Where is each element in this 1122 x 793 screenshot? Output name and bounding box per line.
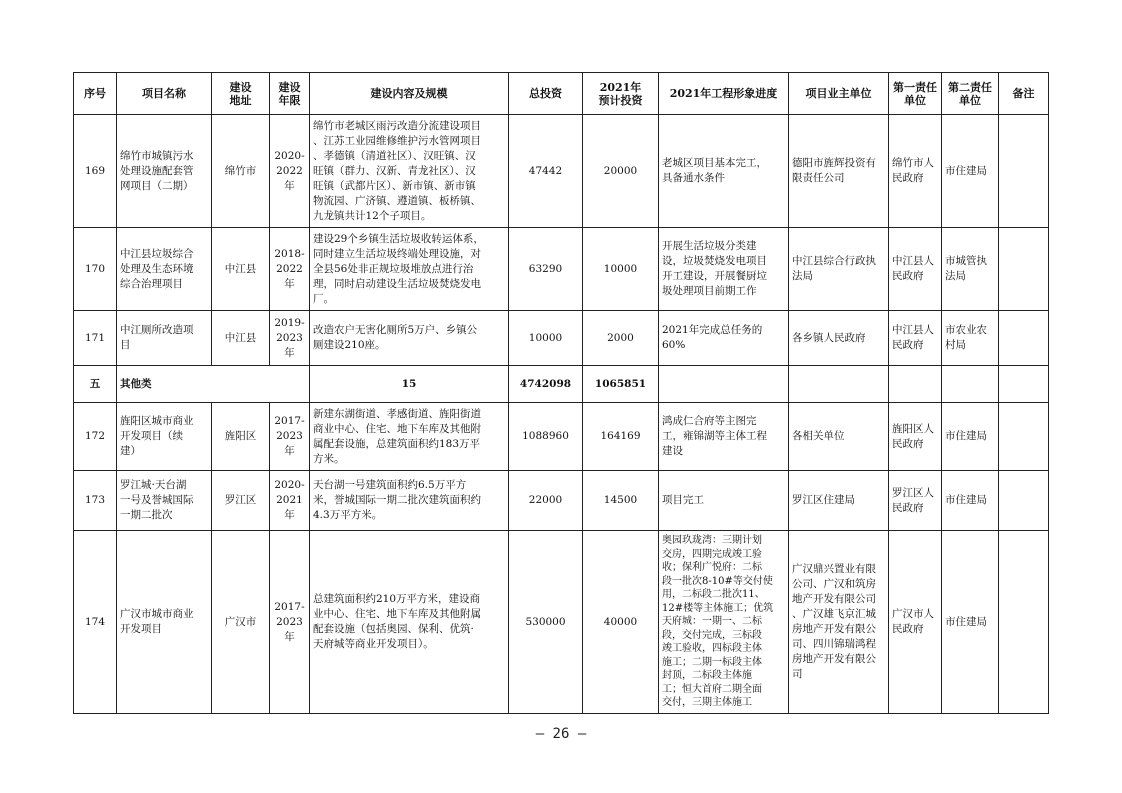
cell-owner: 中江县综合行政执 法局 [789,228,889,311]
cell-content: 改造农户无害化厕所5万户、乡镇公 厕建设210座。 [310,311,509,366]
cell-owner: 各乡镇人民政府 [789,311,889,366]
cell-name: 旌阳区城市商业 开发项目（续 建） [117,403,212,471]
cell-note [999,531,1049,714]
cell-plan: 2000 [583,311,659,366]
cell-seq: 173 [74,471,117,531]
category-empty-cell [999,366,1049,403]
cell-name: 罗江城·天台湖 一号及誉城国际 一期二批次 [117,471,212,531]
cell-plan: 40000 [583,531,659,714]
cell-content: 新建东湖街道、孝感街道、旌阳街道 商业中心、住宅、地下车库及其他附 属配套设施，总建筑面积约183万平 方米。 [310,403,509,471]
cell-progress: 项目完工 [659,471,789,531]
header-period: 建设 年限 [270,73,310,115]
cell-note [999,403,1049,471]
cell-location: 广汉市 [212,531,270,714]
category-empty-cell [942,366,999,403]
table-row [74,471,1049,531]
cell-progress: 鸿成仁合府等主图完 工，雍锦湖等主体工程 建设 [659,403,789,471]
header-resp1: 第一责任 单位 [889,73,942,115]
cell-name: 绵竹市城镇污水 处理设施配套管 网项目（二期） [117,115,212,228]
cell-name: 中江县垃圾综合 处理及生态环境 综合治理项目 [117,228,212,311]
cell-resp1: 旌阳区人 民政府 [889,403,942,471]
cell-resp2: 市住建局 [942,531,999,714]
category-row [74,366,1049,403]
header-note: 备注 [999,73,1049,115]
cell-total: 63290 [509,228,583,311]
project-table [73,72,1049,714]
cell-total: 530000 [509,531,583,714]
cell-period: 2017- 2023年 [270,403,310,471]
header-total: 总投资 [509,73,583,115]
cell-seq: 171 [74,311,117,366]
cell-progress: 2021年完成总任务的60% [659,311,789,366]
cell-resp2: 市城管执 法局 [942,228,999,311]
cell-resp2: 市住建局 [942,471,999,531]
cell-seq: 172 [74,403,117,471]
cell-owner: 广汉鼎兴置业有限 公司、广汉和筑房 地产开发有限公司 、广汉雄飞京汇城 房地产开发有限公 司、四川锦瑞鸿程 房地产开发有限公 司 [789,531,889,714]
cell-note [999,228,1049,311]
table-row [74,228,1049,311]
cell-seq: 169 [74,115,117,228]
category-empty-cell [889,366,942,403]
header-seq: 序号 [74,73,117,115]
category-name: 其他类 [117,366,310,403]
cell-location: 罗江区 [212,471,270,531]
table-header-row [74,73,1049,115]
cell-note [999,471,1049,531]
cell-content: 建设29个乡镇生活垃圾收转运体系， 同时建立生活垃圾终端处理设施，对 全县56处非正规垃圾堆放点进行治 理，同时启动建设生活垃圾焚烧发电 厂。 [310,228,509,311]
header-plan: 2021年 预计投资 [583,73,659,115]
category-total: 4742098 [509,366,583,403]
cell-total: 47442 [509,115,583,228]
cell-content: 绵竹市老城区雨污改造分流建设项目 、江苏工业园维修维护污水管网项目 、孝德镇（清道社区）、汉旺镇、汉 旺镇（群力、汉新、青龙社区）、汉 旺镇（武都片区）、新市镇、新市镇 物流园、广济镇、遵道镇、板桥镇、 九龙镇共计12个子项目。 [310,115,509,228]
cell-content: 天台湖一号建筑面积约6.5万平方 米，誉城国际一期二批次建筑面积约 4.3万平方米。 [310,471,509,531]
cell-period: 2018- 2022年 [270,228,310,311]
cell-resp1: 中江县人 民政府 [889,228,942,311]
cell-owner: 德阳市旌辉投资有 限责任公司 [789,115,889,228]
cell-note [999,115,1049,228]
cell-seq: 174 [74,531,117,714]
table-row [74,403,1049,471]
cell-total: 10000 [509,311,583,366]
category-empty-cell [789,366,889,403]
header-owner: 项目业主单位 [789,73,889,115]
cell-period: 2020- 2021年 [270,471,310,531]
cell-progress: 奥园玖珑湾：三期计划 交房，四期完成竣工验 收；保利广悦府：二标 段一批次8-10#等交付使 用，二标段二批次11、 12#楼等主体施工；优筑 天府城：一期一、二标 段，交付完成，三标段 竣工验收，四标段主体 施工；二期一标段主体 封顶，二标段主体施 工；恒大首府二期全面 交付，三期主体施工 [659,531,789,714]
cell-owner: 各相关单位 [789,403,889,471]
table-row [74,531,1049,714]
cell-total: 1088960 [509,403,583,471]
cell-resp2: 市住建局 [942,403,999,471]
cell-total: 22000 [509,471,583,531]
header-content: 建设内容及规模 [310,73,509,115]
cell-progress: 老城区项目基本完工， 具备通水条件 [659,115,789,228]
table-row [74,115,1049,228]
cell-note [999,311,1049,366]
cell-plan: 164169 [583,403,659,471]
cell-resp1: 中江县人 民政府 [889,311,942,366]
cell-seq: 170 [74,228,117,311]
cell-period: 2020- 2022年 [270,115,310,228]
table-row [74,311,1049,366]
cell-location: 中江县 [212,311,270,366]
cell-content: 总建筑面积约210万平方米，建设商 业中心、住宅、地下车库及其他附属 配套设施（包括奥园、保利、优筑· 天府城等商业开发项目）。 [310,531,509,714]
cell-plan: 20000 [583,115,659,228]
cell-resp1: 罗江区人 民政府 [889,471,942,531]
header-resp2: 第二责任 单位 [942,73,999,115]
cell-plan: 14500 [583,471,659,531]
category-empty-cell [659,366,789,403]
category-count: 15 [310,366,509,403]
cell-period: 2017- 2023年 [270,531,310,714]
cell-resp2: 市住建局 [942,115,999,228]
cell-resp2: 市农业农 村局 [942,311,999,366]
cell-owner: 罗江区住建局 [789,471,889,531]
header-progress: 2021年工程形象进度 [659,73,789,115]
category-plan: 1065851 [583,366,659,403]
cell-location: 中江县 [212,228,270,311]
cell-progress: 开展生活垃圾分类建 设，垃圾焚烧发电项目 开工建设，开展餐厨垃 圾处理项目前期工作 [659,228,789,311]
category-seq: 五 [74,366,117,403]
cell-name: 广汉市城市商业 开发项目 [117,531,212,714]
page-number: — 26 — [535,726,587,742]
cell-plan: 10000 [583,228,659,311]
cell-resp1: 绵竹市人 民政府 [889,115,942,228]
header-location: 建设 地址 [212,73,270,115]
cell-name: 中江厕所改造项 目 [117,311,212,366]
header-name: 项目名称 [117,73,212,115]
cell-resp1: 广汉市人 民政府 [889,531,942,714]
cell-period: 2019- 2023年 [270,311,310,366]
cell-location: 旌阳区 [212,403,270,471]
cell-location: 绵竹市 [212,115,270,228]
